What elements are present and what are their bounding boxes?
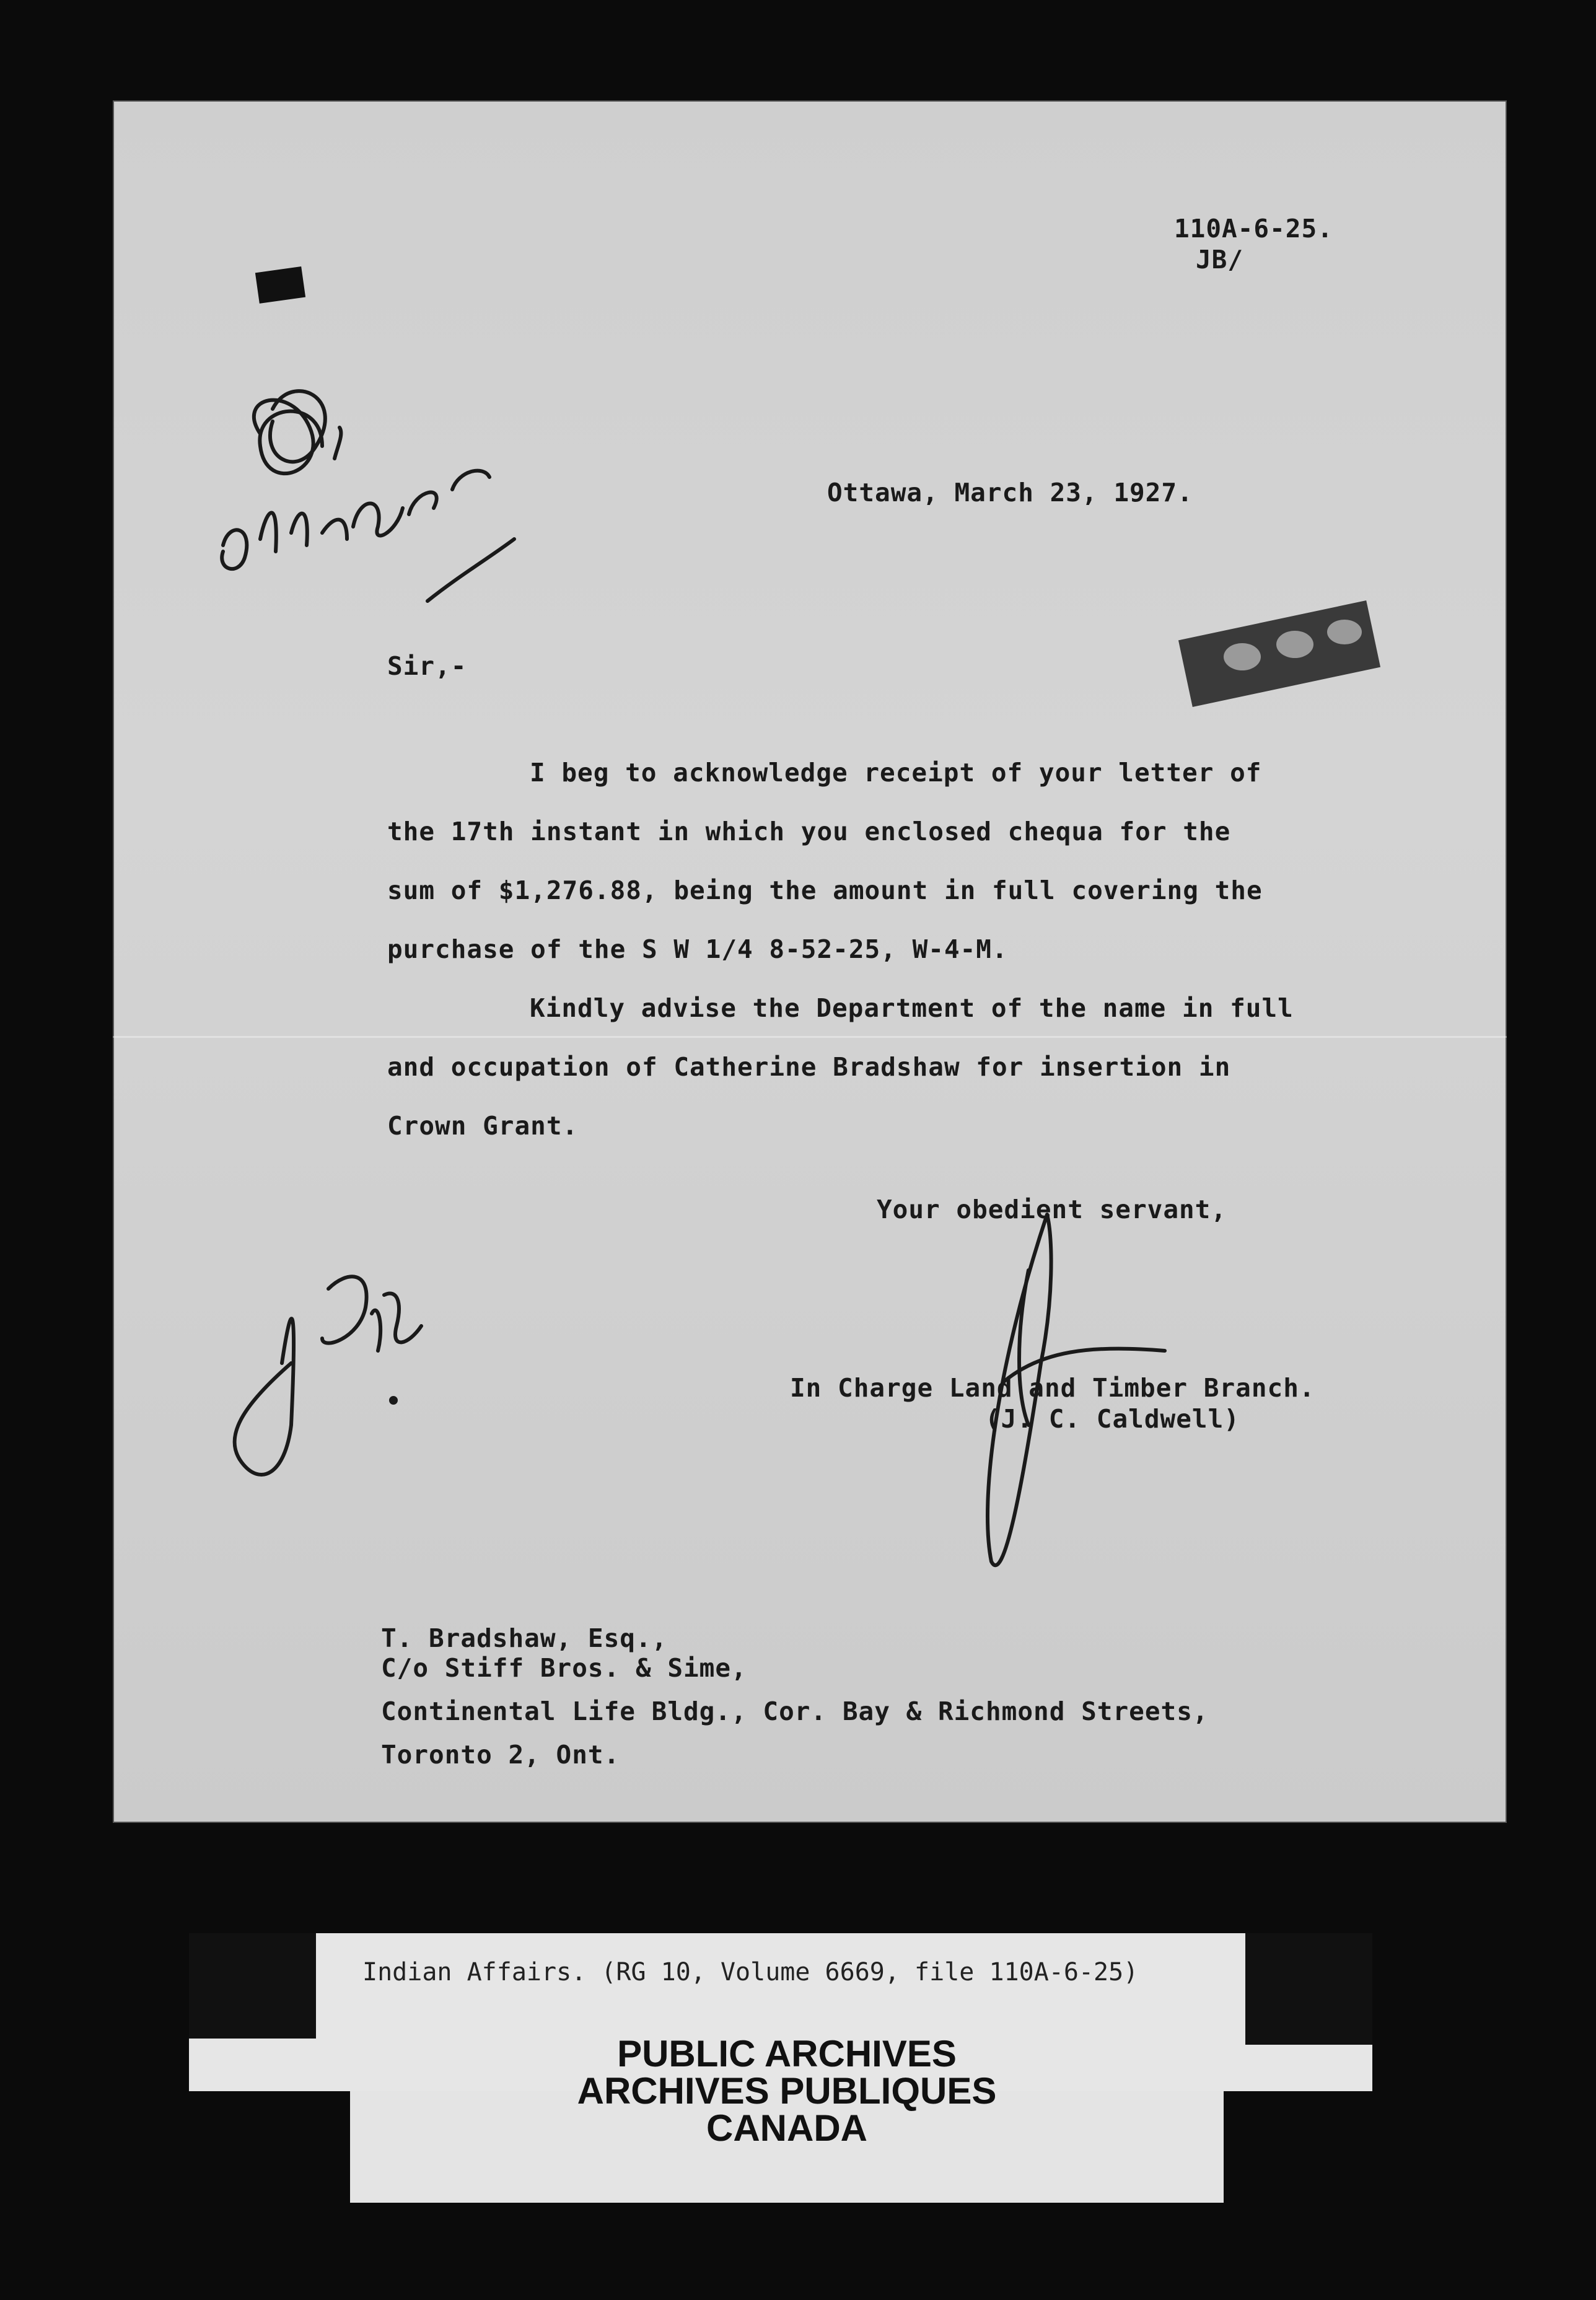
closing: Your obedient servant, — [877, 1195, 1227, 1224]
label-shadow-left — [189, 1933, 316, 2039]
signature — [988, 1214, 1165, 1565]
handwritten-note — [222, 391, 514, 601]
body-line-1: I beg to acknowledge receipt of your letter of — [530, 758, 1262, 788]
address-line-3: Continental Life Bldg., Cor. Bay & Richmond Streets, — [381, 1696, 1209, 1726]
archive-stamp-line-2: ARCHIVES PUBLIQUES — [577, 2070, 997, 2112]
signatory-title: In Charge Land and Timber Branch. — [790, 1373, 1315, 1403]
file-reference: 110A-6-25. — [1174, 214, 1333, 244]
address-line-4: Toronto 2, Ont. — [381, 1740, 620, 1770]
body-line-3: sum of $1,276.88, being the amount in full covering the — [387, 876, 1263, 905]
body-line-4: purchase of the S W 1/4 8-52-25, W-4-M. — [387, 934, 1008, 964]
body-line-7: Crown Grant. — [387, 1111, 579, 1141]
archive-stamp — [350, 2035, 1224, 2147]
salutation: Sir,- — [387, 651, 467, 681]
body-line-2: the 17th instant in which you enclosed chequa for the — [387, 817, 1231, 846]
archive-stamp-line-1: PUBLIC ARCHIVES — [617, 2033, 957, 2074]
label-shadow-right — [1245, 1933, 1372, 2045]
archive-stamp-line-3: CANADA — [706, 2107, 867, 2149]
address-line-1: T. Bradshaw, Esq., — [381, 1623, 668, 1653]
address-line-2: C/o Stiff Bros. & Sime, — [381, 1653, 747, 1683]
signatory-name: (J. C. Caldwell) — [985, 1404, 1240, 1434]
letter-date: Ottawa, March 23, 1927. — [827, 478, 1193, 507]
ink-mark — [255, 266, 305, 304]
archive-reference: Indian Affairs. (RG 10, Volume 6669, file 110A-6-25) — [362, 1958, 1139, 1986]
file-initials: JB/ — [1196, 245, 1244, 274]
stamp-smudge — [1178, 600, 1380, 707]
body-line-6: and occupation of Catherine Bradshaw for insertion in — [387, 1052, 1231, 1082]
margin-handwriting — [235, 1276, 421, 1475]
body-line-5: Kindly advise the Department of the name in full — [530, 993, 1294, 1023]
